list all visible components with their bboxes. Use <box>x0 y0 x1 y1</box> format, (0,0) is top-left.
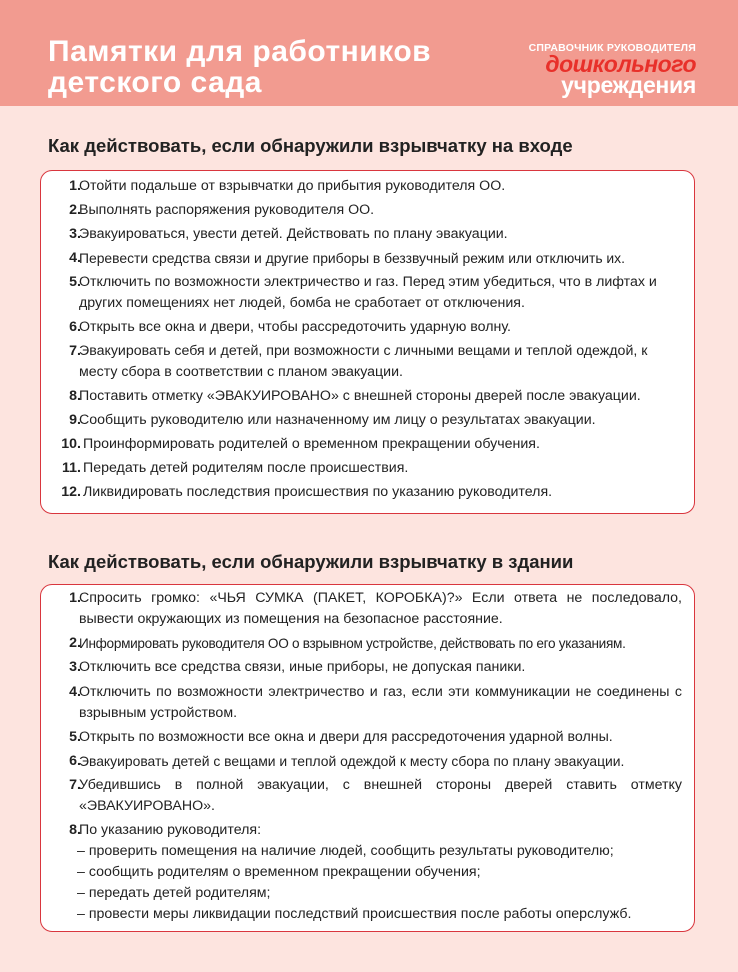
logo-line-1: СПРАВОЧНИК РУКОВОДИТЕЛЯ <box>528 42 696 54</box>
item-number: 11. <box>62 460 81 476</box>
item-number: 7. <box>69 777 81 793</box>
item-text: Информировать руководителя ОО о взрывном устройстве, действовать по его указаниям. <box>79 636 626 651</box>
section-2-title: Как действовать, если обнаружили взрывчатку в здании <box>48 551 574 572</box>
item-number: 1. <box>69 178 81 194</box>
page-title <box>48 36 431 98</box>
item-text: Сообщить руководителю или назначенному им лицу о результатах эвакуации. <box>79 412 596 428</box>
logo-line-2: дошкольного <box>545 51 696 77</box>
sub-item: – передать детей родителям; <box>77 885 271 901</box>
item-number: 8. <box>69 388 81 404</box>
item-number: 4. <box>69 684 81 700</box>
item-number: 1. <box>69 590 81 606</box>
item-text: Эвакуироваться, увести детей. Действовать по плану эвакуации. <box>79 226 508 242</box>
item-text: По указанию руководителя: <box>79 822 262 838</box>
title-line-1: Памятки для работников <box>48 35 432 68</box>
item-number: 10. <box>61 436 81 452</box>
item-text: Открыть все окна и двери, чтобы рассредоточить ударную волну. <box>79 319 511 335</box>
sub-item: – сообщить родителям о временном прекращении обучения; <box>77 864 481 880</box>
item-number: 2. <box>69 635 81 651</box>
item-number: 9. <box>69 412 81 428</box>
item-number: 5. <box>69 729 81 745</box>
section-2-box <box>40 584 695 932</box>
item-text: Отключить по возможности электричество и газ, если эти коммуникации не соединены с взрывным устройством. <box>79 684 682 721</box>
item-text: Открыть по возможности все окна и двери для рассредоточения ударной волны. <box>79 729 613 745</box>
item-number: 8. <box>69 822 81 838</box>
item-number: 4. <box>69 250 81 266</box>
section-1-box <box>40 170 695 514</box>
sub-item: – провести меры ликвидации последствий происшествия после работы оперслужб. <box>77 906 632 922</box>
item-text: Эвакуировать детей с вещами и теплой одеждой к месту сбора по плану эвакуации. <box>79 753 625 769</box>
item-text: Отойти подальше от взрывчатки до прибытия руководителя ОО. <box>79 178 506 194</box>
logo-line-3: учреждения <box>561 72 696 98</box>
item-number: 5. <box>69 274 81 290</box>
item-text: Ликвидировать последствия происшествия по указанию руководителя. <box>83 484 553 500</box>
item-number: 6. <box>69 753 81 769</box>
sub-item: – проверить помещения на наличие людей, сообщить результаты руководителю; <box>77 843 614 859</box>
item-text: Перевести средства связи и другие приборы в беззвучный режим или отключить их. <box>79 250 625 266</box>
publication-logo <box>529 42 696 96</box>
section-1-title: Как действовать, если обнаружили взрывчатку на входе <box>48 135 573 156</box>
item-text: Отключить все средства связи, иные приборы, не допуская паники. <box>79 659 526 675</box>
item-number: 3. <box>69 226 81 242</box>
item-text: Отключить по возможности электричество и газ. Перед этим убедиться, что в лифтах и других помещениях нет людей, бомба не сработает от отключения. <box>79 274 657 311</box>
item-number: 2. <box>69 202 81 218</box>
title-line-2: детского сада <box>48 66 262 99</box>
header-banner <box>0 0 738 106</box>
item-number: 6. <box>69 319 81 335</box>
item-number: 12. <box>61 484 81 500</box>
item-text: Убедившись в полной эвакуации, с внешней стороны дверей ставить отметку «ЭВАКУИРОВАНО». <box>79 777 682 814</box>
item-text: Выполнять распоряжения руководителя ОО. <box>79 202 375 218</box>
item-text: Эвакуировать себя и детей, при возможности с личными вещами и теплой одеждой, к месту сбора в соответствии с планом эвакуации. <box>79 343 648 380</box>
item-number: 3. <box>69 659 81 675</box>
item-text: Проинформировать родителей о временном прекращении обучения. <box>83 436 540 452</box>
item-text: Поставить отметку «ЭВАКУИРОВАНО» с внешней стороны дверей после эвакуации. <box>79 388 641 404</box>
item-number: 7. <box>69 343 81 359</box>
item-text: Передать детей родителям после происшествия. <box>83 460 409 476</box>
item-text: Спросить громко: «ЧЬЯ СУМКА (ПАКЕТ, КОРОБКА)?» Если ответа не последовало, вывести окружающих из помещения на безопасное расстояние. <box>79 590 682 627</box>
